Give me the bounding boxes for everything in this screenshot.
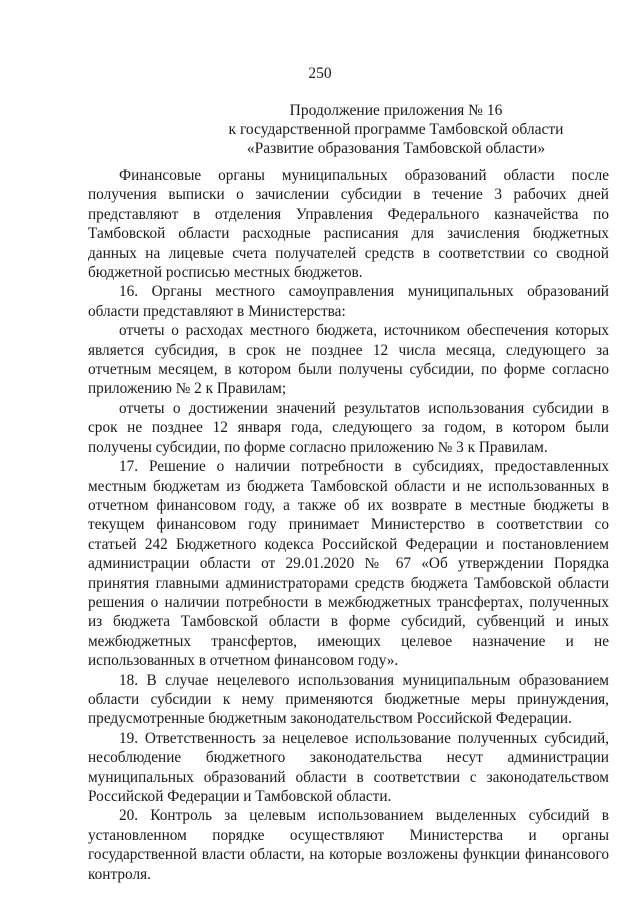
paragraph-line: области представляют в Министерства: — [88, 302, 346, 320]
paragraph-line: 18. В случае нецелевого использования муниципальным образованием — [119, 671, 609, 689]
paragraph — [88, 321, 609, 399]
paragraph-line: из бюджета Тамбовской области в форме субсидий, субвенций и иных — [88, 613, 609, 631]
paragraph-line: установленном порядке осуществляют Министерства и органы — [88, 826, 609, 844]
paragraph-line: принятия главными администраторами средств бюджета Тамбовской области — [88, 574, 609, 592]
paragraph-line: администрации области от 29.01.2020 № 67 «Об утверждении Порядка — [88, 555, 609, 573]
paragraph-line: 17. Решение о наличии потребности в субсидиях, предоставленных — [119, 458, 609, 476]
paragraph-line: 20. Контроль за целевым использованием выделенных субсидий в — [119, 807, 609, 825]
paragraph-line: 19. Ответственность за нецелевое использование полученных субсидий, — [119, 729, 609, 747]
paragraph-line: Финансовые органы муниципальных образований области после — [119, 167, 609, 184]
paragraph-line: получены субсидии, по форме согласно приложению № 3 к Правилам. — [88, 438, 548, 456]
paragraph — [88, 729, 609, 807]
paragraph — [88, 166, 609, 282]
paragraph-line: использованных в отчетном финансовом году». — [88, 652, 399, 670]
paragraph-line: государственной власти области, на которые возложены функции финансового — [88, 846, 609, 864]
header-line: к государственной программе Тамбовской области — [228, 121, 564, 138]
paragraph — [88, 457, 609, 670]
header-line: Продолжение приложения № 16 — [289, 102, 503, 119]
paragraph-line: получения выписки о зачислении субсидии в течение 3 рабочих дней — [88, 186, 609, 204]
paragraph-line: отчеты о достижении значений результатов использования субсидии в — [119, 399, 609, 417]
paragraph-line: решения о наличии потребности в межбюджетных трансфертах, полученных — [88, 593, 609, 611]
document-body — [88, 166, 609, 884]
paragraph-line: межбюджетных трансфертов, имеющих целевое назначение и не — [88, 632, 609, 650]
paragraph-line: данных на лицевые счета получателей средств в соответствии со сводной — [88, 244, 609, 262]
paragraph — [88, 671, 609, 729]
paragraph-line: муниципальных образований области в соответствии с законодательством — [88, 768, 609, 786]
paragraph — [88, 806, 609, 884]
paragraph-line: 16. Органы местного самоуправления муниципальных образований — [119, 283, 609, 301]
header-line: «Развитие образования Тамбовской области» — [246, 140, 546, 157]
paragraph-line: отчетным месяцем, в котором были получены субсидии, по форме согласно — [88, 361, 609, 379]
paragraph-line: предусмотренные бюджетным законодательством Российской Федерации. — [88, 710, 572, 728]
paragraph-line: срок не позднее 12 января года, следующего за годом, в котором были — [88, 419, 609, 437]
paragraph-line: статьей 242 Бюджетного кодекса Российской Федерации и постановлением — [88, 535, 609, 553]
paragraph-line: представляют в отделения Управления Федерального казначейства по — [88, 205, 609, 223]
paragraph-line: является субсидия, в срок не позднее 12 числа месяца, следующего за — [88, 341, 609, 359]
paragraph — [88, 282, 609, 321]
paragraph-line: Российской Федерации и Тамбовской области. — [88, 788, 392, 805]
paragraph-line: отчеты о расходах местного бюджета, источником обеспечения которых — [119, 322, 609, 340]
paragraph-line: отчетном финансовом году, а также об их возврате в местные бюджеты в — [88, 496, 609, 514]
paragraph-line: местным бюджетам из бюджета Тамбовской области и не использованных в — [88, 477, 609, 495]
paragraph-line: контроля. — [88, 865, 151, 883]
paragraph-line: несоблюдение бюджетного законодательства несут администрации — [88, 749, 609, 767]
appendix-header — [196, 101, 596, 158]
page-number: 250 — [308, 65, 332, 82]
paragraph-line: Тамбовской области расходные расписания для зачисления бюджетных — [88, 225, 609, 243]
paragraph-line: приложению № 2 к Правилам; — [88, 380, 287, 398]
paragraph — [88, 399, 609, 457]
paragraph-line: области субсидии к нему применяются бюджетные меры принуждения, — [88, 690, 609, 708]
paragraph-line: текущем финансовом году принимает Министерство в соответствии со — [88, 516, 609, 534]
paragraph-line: бюджетной росписью местных бюджетов. — [88, 264, 363, 282]
